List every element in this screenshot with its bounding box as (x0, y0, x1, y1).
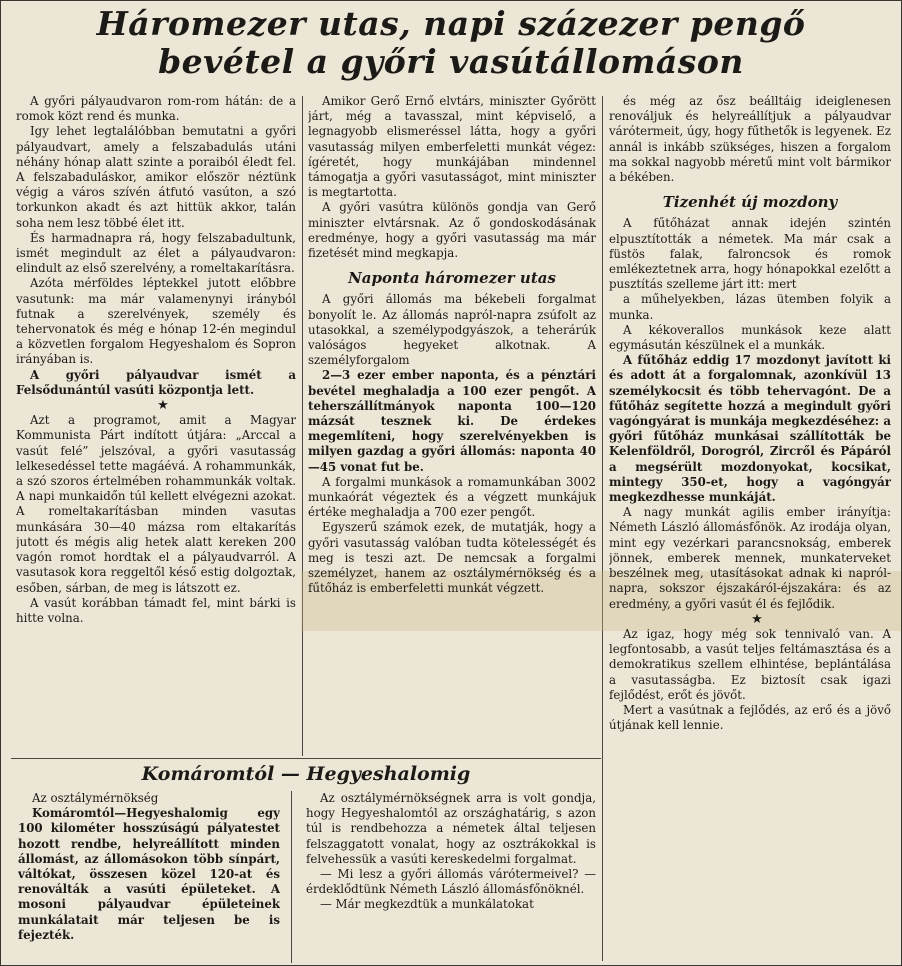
column-3 (609, 94, 891, 959)
paragraph: Azóta mérföldes léptekkel jutott előbbre vasutunk: ma már valamenynyi irányból futnak a szerelvények, személy és tehervonatok és még e hónap 12-én megindul a közvetlen forgalom Hegyeshalom és Sopron irányában is. (16, 276, 296, 367)
paragraph: A győri vasútra különös gondja van Gerő miniszter elvtársnak. Az ő gondoskodásának eredménye, hogy a győri vasutasság ma már fizetését mind megkapja. (308, 200, 596, 261)
headline (1, 5, 901, 81)
paragraph: A fűtőház eddig 17 mozdonyt javított ki és adott át a forgalomnak, azonkívül 13 személykocsit és több tehervagónt. De a fűtőház segítette hozzá a megindult győri vagóngyárat is munkája megkezdéséhez: a győri fűtőház munkásai szállították be Kelenföldről, Dorogról, Zircről és Pápáról a megsérült mozdonyokat, kocsikat, mintegy 350-et, hogy a vagóngyár megkezdhesse munkáját. (609, 353, 891, 505)
paragraph: A vasút korábban támadt fel, mint bárki is hitte volna. (16, 595, 296, 625)
paragraph: Az osztálymérnökségnek arra is volt gondja, hogy Hegyeshalomtól az országhatárig, s azon túl is rendbehozza a németek által teljesen felszaggatott vonalat, hogy az osztrákokkal is felvehessük a vasúti kereskedelmi forgalmat. (306, 791, 596, 866)
paragraph: Egyszerű számok ezek, de mutatják, hogy a győri vasutasság valóban tudta kötelességét és meg is teszi azt. De nemcsak a forgalmi személyzet, hanem az osztálymérnökség és a fűtőház is emberfeletti munkát végzett. (308, 520, 596, 596)
column-3-intro (609, 94, 891, 185)
paragraph: A győri pályaudvar ismét a Felsődunántúl vasúti központja lett. (16, 367, 296, 397)
paragraph: Azt a programot, amit a Magyar Kommunista Párt indított útjára: „Arccal a vasút felé” jelszóval, a győri vasutasság lelkesedéssel tette magáévá. A rohammunkák, a szó szoros értelmében rohammunkák voltak. A napi munkaidőn túl kellett elvégezni azokat. A romeltakarításban minden vasutas munkására 30—40 mázsa rom eltakarítás jutott és mégis alig hetek alatt kereken 200 vagón romot hordtak el a pályaudvarról. A vasutasok kora reggeltől késő estig dolgoztak, esőben, sárban, de meg is látszott ez. (16, 413, 296, 595)
column-2-intro (308, 94, 596, 261)
column-3-body (609, 216, 891, 733)
subheading-daily-passengers: Naponta háromezer utas (348, 269, 556, 288)
section-left-column (18, 791, 280, 963)
paragraph: — Már megkezdtük a munkálatokat (320, 897, 534, 912)
paragraph: A nagy munkát agilis ember irányítja: Németh László állomásfőnök. Az irodája olyan, mint egy vezérkari parancsnokság, emberek jönnek, emberek mennek, munkaterveket beszélnek meg, utasításokat adnak ki napról-napra, sokszor éjszakáról-éjszakára: és az eredmény, a győri vasút él és fejlődik. (609, 505, 891, 611)
paragraph: és még az ősz beálltáig ideiglenesen renováljuk és helyreállítjuk a pályaudvar várótermeit, úgy, hogy fűthetők is legyenek. Ez annál is inkább szükséges, hiszen a forgalom ma sokkal nagyobb méretű mint volt bármikor a békében. (609, 94, 891, 185)
column-rule-2 (602, 96, 603, 961)
paragraph: Az osztálymérnökség (32, 791, 159, 805)
column-2 (308, 94, 596, 754)
paragraph: Igy lehet legtalálóbban bemutatni a győri pályaudvart, amely a felszabadulás utáni néhány hónap alatt szinte a poraiból éledt fel. A felszabaduláskor, amikor először néztünk végig a város szívén átfutó vasúton, a szó torkunkon akadt és azt hittük akkor, talán soha nem lesz többé élet itt. (16, 124, 296, 230)
paragraph: A forgalmi munkások a romamunkában 3002 munkaórát végeztek és a végzett munkájuk értéke meghaladja a 700 ezer pengőt. (308, 474, 596, 520)
star-divider: ★ (157, 398, 169, 414)
column-2-body (308, 292, 596, 596)
paragraph: Az igaz, hogy még sok tennivaló van. A legfontosabb, a vasút teljes feltámasztása és a demokratikus szellem elhintése, beplántálása a vasutasságba. Ez biztosít csak igazi fejlődést, erőt és jövőt. (609, 626, 891, 702)
paragraph: A fűtőházat annak idején szintén elpusztították a németek. Ma már csak a füstös falak, falroncsok és romok emlékeztetnek arra, hogy hónapokkal ezelőtt a pusztítás szelleme járt itt: mert (609, 216, 891, 292)
star-divider: ★ (751, 611, 763, 627)
headline-line-1: Háromezer utas, napi százezer pengő (96, 4, 806, 43)
paragraph: És harmadnapra rá, hogy felszabadultunk, ismét megindult az élet a pályaudvaron: elindult az első szerelvény, a romeltakarításra. (16, 230, 296, 276)
section-right-column (306, 791, 596, 963)
paragraph: 2—3 ezer ember naponta, és a pénztári bevétel meghaladja a 100 ezer pengőt. A teherszállítmányok naponta 100—120 mázsát tesznek ki. De érdekes megemlíteni, hogy szerelvényekben is milyen gazdag a győri állomás: naponta 40—45 vonat fut be. (308, 368, 596, 474)
column-rule-3 (291, 791, 292, 963)
paragraph: Komáromtól—Hegyeshalomig egy 100 kilométer hosszúságú pályatestet hozott rendbe, helyreállított minden állomást, az állomásokon több sínpárt, váltókat, összesen közel 120-at és renoválták a vasúti épületeket. A mosoni pályaudvar épületeinek munkálatait már teljesen be is fejezték. (18, 806, 280, 942)
headline-line-2: bevétel a győri vasútállomáson (158, 42, 744, 81)
section-title: Komáromtól — Hegyeshalomig (141, 763, 471, 785)
paragraph: — Mi lesz a győri állomás várótermeivel? — érdeklődtünk Németh László állomásfőnöknél. (306, 867, 596, 897)
paragraph: A kékoverallos munkások keze alatt egymásután készülnek el a munkák. (609, 322, 891, 353)
paragraph: A győri állomás ma békebeli forgalmat bonyolít le. Az állomás napról-napra zsúfolt az utasokkal, a személypodgyászok, a teherárúk valóságos hegyeket alkotnak. A személyforgalom (308, 292, 596, 368)
paragraph: A győri pályaudvaron rom-rom hátán: de a romok közt rend és munka. (16, 94, 296, 124)
paragraph: Mert a vasútnak a fejlődés, az erő és a jövő útjának kell lennie. (609, 702, 891, 733)
paragraph: a műhelyekben, lázas ütemben folyik a munka. (609, 292, 891, 322)
column-1 (16, 94, 296, 754)
paragraph: Amikor Gerő Ernő elvtárs, miniszter Győrött járt, még a tavasszal, mint képviselő, a legnagyobb elismeréssel látta, hogy a győri vasutasság milyen emberfeletti munkát végez: ígéretét, hogy munkájában mindennel támogatja a győri vasutasságot, mint miniszter is megtartotta. (308, 94, 596, 200)
section-komarom-hegyeshalom (16, 761, 596, 965)
column-rule-1 (302, 96, 303, 756)
subheading-seventeen-locomotives: Tizenhét új mozdony (662, 193, 838, 212)
section-rule (11, 758, 601, 759)
